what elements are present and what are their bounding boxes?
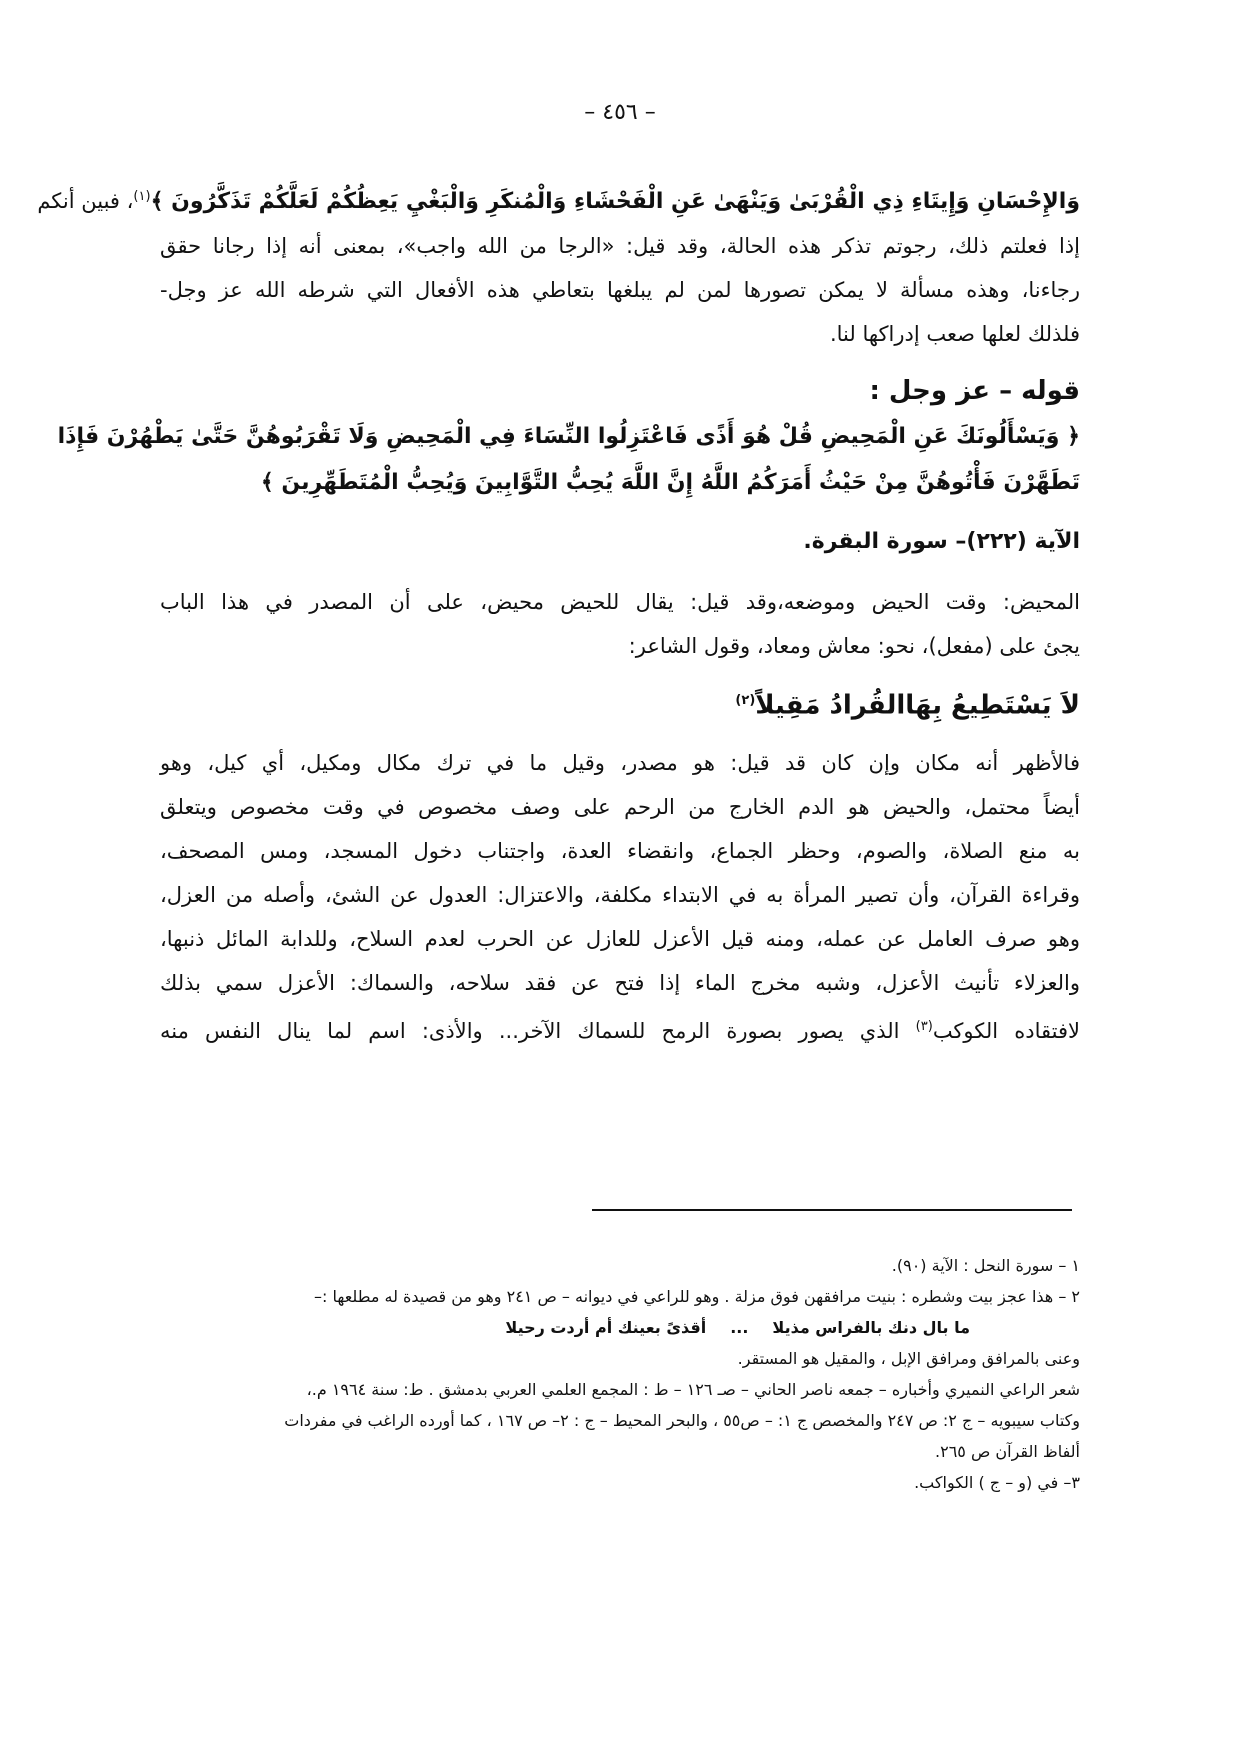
paragraph-3-line-1: فالأظهر أنه مكان وإن كان قد قيل: هو مصدر، وقيل ما في ترك مكال ومكيل، أي كيل، وهو [160, 750, 1080, 775]
page-number: – ٤٥٦ – [584, 100, 656, 125]
section-heading: قوله – عز وجل : [869, 376, 1080, 406]
poem-text: لاَ يَسْتَطِيعُ بِهَاالقُرادُ مَقِيلاً [755, 690, 1080, 721]
paragraph-3-line-5: وهو صرف العامل عن عمله، ومنه قيل الأعزل للعازل عن الحرب لعدم السلاح، وللدابة المائل ذنبها، [160, 926, 1080, 951]
verse-second-half: أقذىً بعينك أم أردت رحيلا [505, 1318, 707, 1337]
footnote-ref-3: (٣) [915, 1018, 933, 1034]
verse-reference: الآية (٢٢٢)– سورة البقرة. [803, 529, 1080, 554]
footnote-2-line-5: وكتاب سيبويه – ج ٢: ص ٢٤٧ والمخصص ج ١: – ص٥٥ ، والبحر المحيط – ج : ٢– ص ١٦٧ ، كما أورده الراغب في مفردات [284, 1411, 1080, 1430]
text-span: الذي يصور بصورة الرمح للسماك الآخر... والأذى: اسم لما ينال النفس منه [160, 1018, 900, 1043]
footnote-3: ٣– في (و – ج ) الكواكب. [914, 1473, 1080, 1492]
footnote-ref-1: (١) [133, 189, 151, 204]
verse-first-half: ما بال دنك بالفراس مذيلا [772, 1318, 970, 1337]
verse-separator: ... [730, 1318, 749, 1337]
footnote-2-line-4: شعر الراعي النميري وأخباره – جمعه ناصر الحاني – صـ ١٢٦ – ط : المجمع العلمي العربي بدمشق . ط: سنة ١٩٦٤ م.، [306, 1380, 1080, 1399]
footnote-ref-2: (٢) [735, 693, 756, 708]
footnote-2-verse [160, 1312, 1080, 1343]
main-text [37, 175, 1081, 1053]
paragraph-1-line-1 [37, 175, 1080, 224]
footnote-2-line-3: وعنى بالمرافق ومرافق الإبل ، والمقيل هو المستقر. [737, 1349, 1080, 1368]
verse-line-2: تَطَهَّرْنَ فَأْتُوهُنَّ مِنْ حَيْثُ أَمَرَكُمُ اللَّهُ إِنَّ اللَّهَ يُحِبُّ التَّوَّابِينَ وَيُحِبُّ الْمُتَطَهِّرِينَ ﴾ [260, 470, 1080, 495]
text-span: ، فبين أنكم [37, 189, 134, 213]
verse-line-1: ﴿ وَيَسْأَلُونَكَ عَنِ الْمَحِيضِ قُلْ هُوَ أَذًى فَاعْتَزِلُوا النِّسَاءَ فِي الْمَحِيضِ وَلَا تَقْرَبُوهُنَّ حَتَّىٰ يَطْهُرْنَ فَإِذَا [57, 424, 1080, 449]
footnote-divider [592, 1209, 1072, 1211]
spacer [160, 564, 1080, 580]
paragraph-3-line-4: وقراءة القرآن، وأن تصير المرأة به في الابتداء مكلفة، والاعتزال: العدول عن الشئ، وأصله من العزل، [160, 882, 1080, 907]
paragraph-3-line-7 [160, 1005, 1080, 1053]
footnote-1: ١ – سورة النحل : الآية (٩٠). [891, 1256, 1080, 1275]
paragraph-3-line-3: به منع الصلاة، والصوم، وحظر الجماع، وانقضاء العدة، واجتناب دخول المسجد، ومس المصحف، [160, 838, 1080, 863]
text-span: لافتقاده الكوكب [932, 1018, 1081, 1043]
paragraph-2-line-1: المحيض: وقت الحيض وموضعه،وقد قيل: يقال للحيض محيض، على أن المصدر في هذا الباب [160, 590, 1080, 614]
footnote-2: ٢ – هذا عجز بيت وشطره : بنيت مرافقهن فوق مزلة . وهو للراعي في ديوانه – ص ٢٤١ وهو من قصيدة له مطلعها :– [313, 1287, 1080, 1306]
quran-quote: وَالإِحْسَانِ وَإِيتَاءِ ذِي الْقُرْبَىٰ وَيَنْهَىٰ عَنِ الْفَحْشَاءِ وَالْمُنكَرِ وَالْبَغْيِ يَعِظُكُمْ لَعَلَّكُمْ تَذَكَّرُونَ ﴾ [150, 189, 1080, 214]
paragraph-1-line-4: فلذلك لعلها صعب إدراكها لنا. [829, 322, 1080, 346]
paragraph-1-line-2: إذا فعلتم ذلك، رجوتم تذكر هذه الحالة، وقد قيل: «الرجا من الله واجب»، بمعنى أنه إذا رجانا حقق [160, 234, 1080, 258]
footnote-2-line-6: ألفاظ القرآن ص ٢٦٥. [935, 1442, 1080, 1461]
poem-verse [160, 676, 1080, 731]
paragraph-3-line-6: والعزلاء تأنيث الأعزل، وشبه مخرج الماء إذا فتح عن فقد سلاحه، والسماك: الأعزل سمي بذلك [160, 970, 1080, 995]
paragraph-3-line-2: أيضاً محتمل، والحيض هو الدم الخارج من الرحم على وصف مخصوص في وقت مخصوص ويتعلق [160, 794, 1080, 819]
paragraph-1-line-3: رجاءنا، وهذه مسألة لا يمكن تصورها لمن لم يبلغها بتعاطي هذه الأفعال التي شرطه الله عز وجل- [160, 278, 1080, 302]
paragraph-2-line-2: يجئ على (مفعل)، نحو: معاش ومعاد، وقول الشاعر: [628, 634, 1080, 658]
footnotes [160, 1250, 1080, 1498]
